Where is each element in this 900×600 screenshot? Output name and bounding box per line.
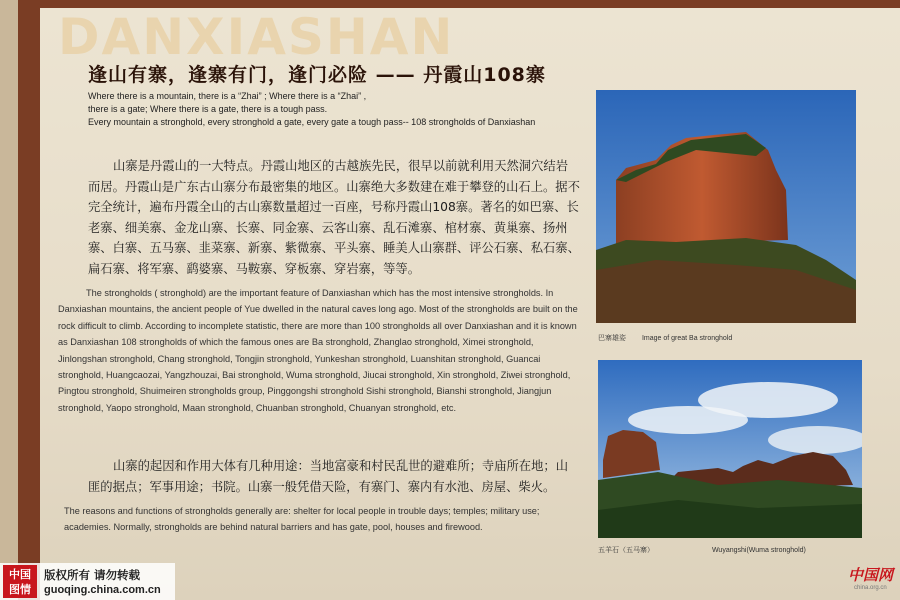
caption-english: Image of great Ba stronghold [641,335,733,342]
copyright-notice: 版权所有 请勿转载 [44,568,141,582]
china-org-brand: 中国网 [848,566,894,584]
intro-line: Where there is a mountain, there is a “Zhai” ; Where there is a “Zhai” , [88,91,367,101]
caption-chinese: 五羊石（五马寨） [598,547,654,554]
intro-line: Every mountain a stronghold, every stronghold a gate, every gate a tough pass-- 108 strongholds of Danxiashan [88,117,536,127]
board-watermark: DANXIASHAN [58,8,455,66]
caption-english: Wuyangshi(Wuma stronghold) [711,547,806,554]
wuyangshi-photo [598,360,862,538]
guoqing-copyright-logo [0,563,175,600]
logo-mark-text: 图情 [9,583,31,596]
guoqing-logo-icon [3,565,37,598]
copyright-url: guoqing.china.com.cn [44,584,161,596]
intro-line: there is a gate; Where there is a gate, there is a tough pass. [88,104,328,114]
paragraph-1-english: The strongholds ( stronghold) are the important feature of Danxiashan which has the most intensive strongholds. In Danxiashan mountains, the ancient people of Yue dwelled in the natural caves long ago. Most of the strongholds are built on the rock difficult to climb. According to incomplete statistic, there are more than 100 strongholds all over Danxiashan and it is known as Danxiashan 108 strongholds of which the famous ones are Ba stronghold, Zhanglao stronghold, Ximei stronghold, Jinlongshan stronghold, Chang stronghold, Tongjin stronghold, Yunkeshan stronghold, Luanshitan stronghold, Guancai stronghold, Huangcaozai, Yangzhouzai, Bai stronghold, Wuma stronghold, Jiucai stronghold, Xin stronghold, Ziwei stronghold, Pingtou stronghold, Shuimeiren strongholds group, Pinggongshi stronghold Sishi stronghold, Bianshi stronghold, Jiangjun stronghold, Yaopo stronghold, Maan stronghold, Chuanban stronghold, Chuanyan stronghold, etc. [58,288,578,413]
china-org-url: china.org.cn [854,585,887,591]
board-title: 逢山有寨，逢寨有门，逢门必险 —— 丹霞山108寨 [88,64,546,86]
caption-chinese: 巴寨雄姿 [598,335,626,342]
ba-stronghold-caption [598,333,732,343]
wuyangshi-caption [598,545,806,555]
ba-stronghold-photo [596,90,856,323]
logo-mark-text: 中国 [9,568,31,581]
paragraph-2-chinese: 山寨的起因和作用大体有几种用途：当地富豪和村民乱世的避难所；寺庙所在地；山匪的据点；军事用途；书院。山寨一般凭借天险，有寨门、寨内有水池、房屋、柴火。 [88,459,568,494]
china-org-logo [842,562,894,598]
paragraph-1-chinese: 山寨是丹霞山的一大特点。丹霞山地区的古越族先民，很早以前就利用天然洞穴结岩而居。丹霞山是广东古山寨分布最密集的地区。山寨绝大多数建在难于攀登的山石上。据不完全统计，遍布丹霞全山的古山寨数量超过一百座，号称丹霞山108寨。著名的如巴寨、长老寨、细美寨、金龙山寨、长寨、同金寨、云客山寨、乱石滩寨、棺材寨、黄巢寨、扬州寨、白寨、五马寨、韭菜寨、新寨、紫微寨、平头寨、睡美人山寨群、评公石寨、私石寨、扁石寨、将军寨、鹞婆寨、马鞍寨、穿板寨、穿岩寨，等等。 [88,159,580,276]
paragraph-2-english: The reasons and functions of strongholds generally are: shelter for local people in trouble days; temples; military use; academies. Normally, strongholds are behind natural barriers and has gate, pool, houses and firewood. [64,506,540,533]
title-translation [88,90,598,129]
